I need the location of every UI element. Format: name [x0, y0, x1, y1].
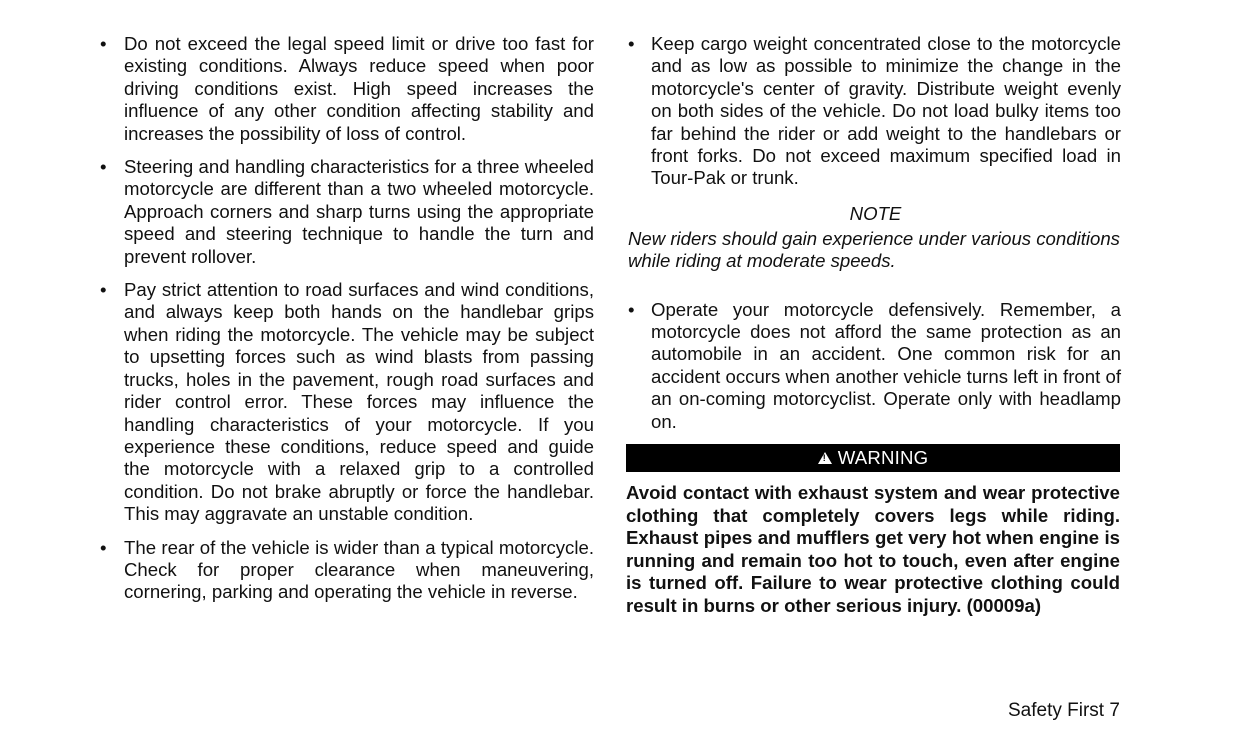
bullet-text: Keep cargo weight concentrated close to the motorcycle and as low as possible to minimize the change in the motorcycle's center of gravity. Distribute weight evenly on both sides of the vehicle. Do not load bulky items too far behind the rider or add weight to the handlebars or front forks. Do not exceed maximum specified load in Tour-Pak or trunk. — [651, 33, 1121, 189]
note-heading: NOTE — [849, 202, 902, 224]
bullet-dot: • — [100, 156, 107, 178]
left-bullet-list — [96, 33, 594, 604]
bullet-speed-limit — [96, 33, 594, 145]
note-text: New riders should gain experience under various conditions while riding at moderate speeds. — [628, 227, 1120, 272]
bullet-dot: • — [100, 536, 107, 558]
bullet-text: The rear of the vehicle is wider than a typical motorcycle. Check for proper clearance when maneuvering, cornering, parking and operating the vehicle in reverse. — [124, 536, 594, 603]
warning-label: WARNING — [837, 447, 929, 469]
bullet-ride-defensively — [624, 299, 1121, 433]
warning-header-bar — [626, 444, 1120, 472]
bullet-text: Do not exceed the legal speed limit or drive too fast for existing conditions. Always reduce speed when poor driving conditions exist. High speed increases the influence of any other condition affecting stability and increases the possibility of loss of control. — [124, 33, 594, 144]
bullet-text: Steering and handling characteristics for a three wheeled motorcycle are different than a two wheeled motorcycle. Approach corners and sharp turns using the appropriate speed and steering technique to handle the turn and prevent rollover. — [124, 156, 594, 267]
bullet-text: Operate your motorcycle defensively. Remember, a motorcycle does not afford the same protection as an automobile in an accident. One common risk for an accident occurs when another vehicle turns left in front of an on-coming motorcyclist. Operate only with headlamp on. — [651, 298, 1121, 432]
bullet-dot: • — [628, 33, 635, 54]
bullet-dot: • — [100, 33, 107, 54]
right-column — [624, 33, 1121, 618]
bullet-steering-handling — [96, 156, 594, 268]
bullet-dot: • — [100, 279, 107, 301]
right-bullet-list-top — [624, 33, 1121, 190]
bullet-road-surfaces — [96, 279, 594, 525]
right-bullet-list-bottom — [624, 299, 1121, 433]
warning-triangle-icon — [818, 452, 832, 464]
bullet-text: Pay strict attention to road surfaces and wind conditions, and always keep both hands on the handlebar grips when riding the motorcycle. The vehicle may be subject to upsetting forces such as wind blasts from passing trucks, holes in the pavement, rough road surfaces and rider control error. These forces may influence the handling characteristics of your motorcycle. If you experience these conditions, reduce speed and guide the motorcycle with a relaxed grip to a controlled condition. Do not brake abruptly or force the handlebar. This may aggravate an unstable condition. — [124, 279, 594, 525]
warning-text: Avoid contact with exhaust system and wear protective clothing that completely covers legs while riding. Exhaust pipes and mufflers get very hot when engine is running and remain too hot to touch, even after engine is turned off. Failure to wear protective clothing could result in burns or other serious injury. (00009a) — [626, 482, 1120, 617]
page-footer-label: Safety First 7 — [1008, 700, 1120, 721]
left-column — [96, 33, 594, 615]
bullet-vehicle-width — [96, 537, 594, 604]
bullet-dot: • — [628, 298, 635, 320]
bullet-cargo-weight — [624, 33, 1121, 190]
